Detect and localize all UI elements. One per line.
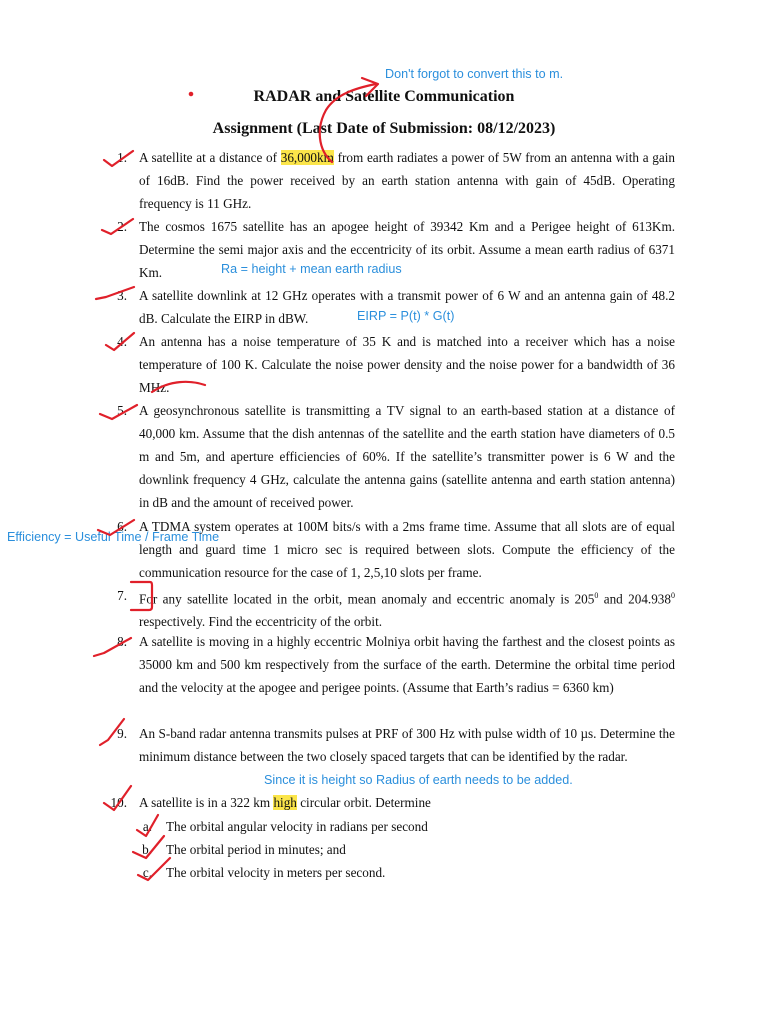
annotation-convert: Don't forgot to convert this to m.	[385, 67, 564, 81]
question-10: A satellite is in a 322 km high circular orbit. Determine	[139, 795, 431, 810]
annotation-radius: Since it is height so Radius of earth needs to be added.	[264, 773, 573, 787]
sub-item: The orbital velocity in meters per second.	[166, 865, 386, 880]
highlighted-text: high	[273, 795, 297, 810]
question-number: 6.	[117, 519, 127, 534]
assignment-subtitle: Assignment (Last Date of Submission: 08/12/2023)	[212, 120, 556, 137]
question-5: A geosynchronous satellite is transmitting a TV signal to an earth-based station at a distance of 40,000 km. Assume that the dish antennas of the satellite and the earth station have diameters of 0.5 m and 5m, and aperture efficiencies of 60%. If the satellite’s transmitter power is 6 W and the downlink frequency 4 GHz, calculate the antenna gains (satellite antenna and earth station antenna) in dB and the amount of received power.	[139, 403, 675, 510]
question-number: 1.	[117, 150, 127, 165]
question-1: A satellite at a distance of 36,000km from earth radiates a power of 5W from an antenna with a gain of 16dB. Find the power received by an earth station antenna with gain of 45dB. Operating frequency is 11 GHz.	[139, 150, 675, 211]
question-6: A TDMA system operates at 100M bits/s with a 2ms frame time. Assume that all slots are of equal length and guard time 1 micro sec is required between slots. Compute the efficiency of the communication resource for the case of 1, 2,5,10 slots per frame.	[139, 519, 675, 580]
question-3: A satellite downlink at 12 GHz operates with a transmit power of 6 W and an antenna gain of 48.2 dB. Calculate the EIRP in dBW.	[139, 288, 675, 326]
sub-item: The orbital period in minutes; and	[166, 842, 346, 857]
question-number: 10.	[110, 795, 127, 810]
sub-item-label: c.	[142, 865, 152, 880]
question-number: 7.	[117, 588, 127, 603]
question-8: A satellite is moving in a highly eccentric Molniya orbit having the farthest and the closest points as 35000 km and 500 km respectively from the surface of the earth. Determine the orbital time period and the velocity at the apogee and perigee points. (Assume that Earth’s radius = 6360 km)	[139, 634, 675, 695]
question-4: An antenna has a noise temperature of 35 K and is matched into a receiver which has a noise temperature of 100 K. Calculate the noise power density and the noise power for a bandwidth of 36 MHz.	[139, 334, 675, 395]
question-number: 3.	[117, 288, 127, 303]
question-number: 5.	[117, 403, 127, 418]
question-7: For any satellite located in the orbit, mean anomaly and eccentric anomaly is $205^0$ and 204.938$^0$ respectively. Find the eccentricity of the orbit.	[139, 591, 675, 630]
question-2: The cosmos 1675 satellite has an apogee height of 39342 Km and a Perigee height of 613Km. Determine the semi major axis and the eccentricity of its orbit. Assume a mean earth radius of 6371 Km.	[139, 219, 675, 280]
question-number: 8.	[117, 634, 127, 649]
highlighted-text: 36,000km	[280, 150, 334, 165]
question-number: 2.	[117, 219, 127, 234]
sub-item: The orbital angular velocity in radians per second	[166, 819, 428, 834]
question-number: 4.	[117, 334, 127, 349]
document-title: RADAR and Satellite Communication	[253, 88, 515, 105]
annotation-ra: Ra = height + mean earth radius	[221, 262, 402, 276]
sub-item-label: a.	[142, 819, 152, 834]
question-9: An S-band radar antenna transmits pulses at PRF of 300 Hz with pulse width of 10 µs. Determine the minimum distance between the two closely spaced targets that can be identified by the radar.	[139, 726, 675, 764]
annotation-eirp: EIRP = P(t) * G(t)	[357, 309, 455, 323]
annotation-efficiency: Efficiency = Useful Time / Frame Time	[7, 530, 220, 544]
question-number: 9.	[117, 726, 127, 741]
sub-item-label: b.	[142, 842, 152, 857]
